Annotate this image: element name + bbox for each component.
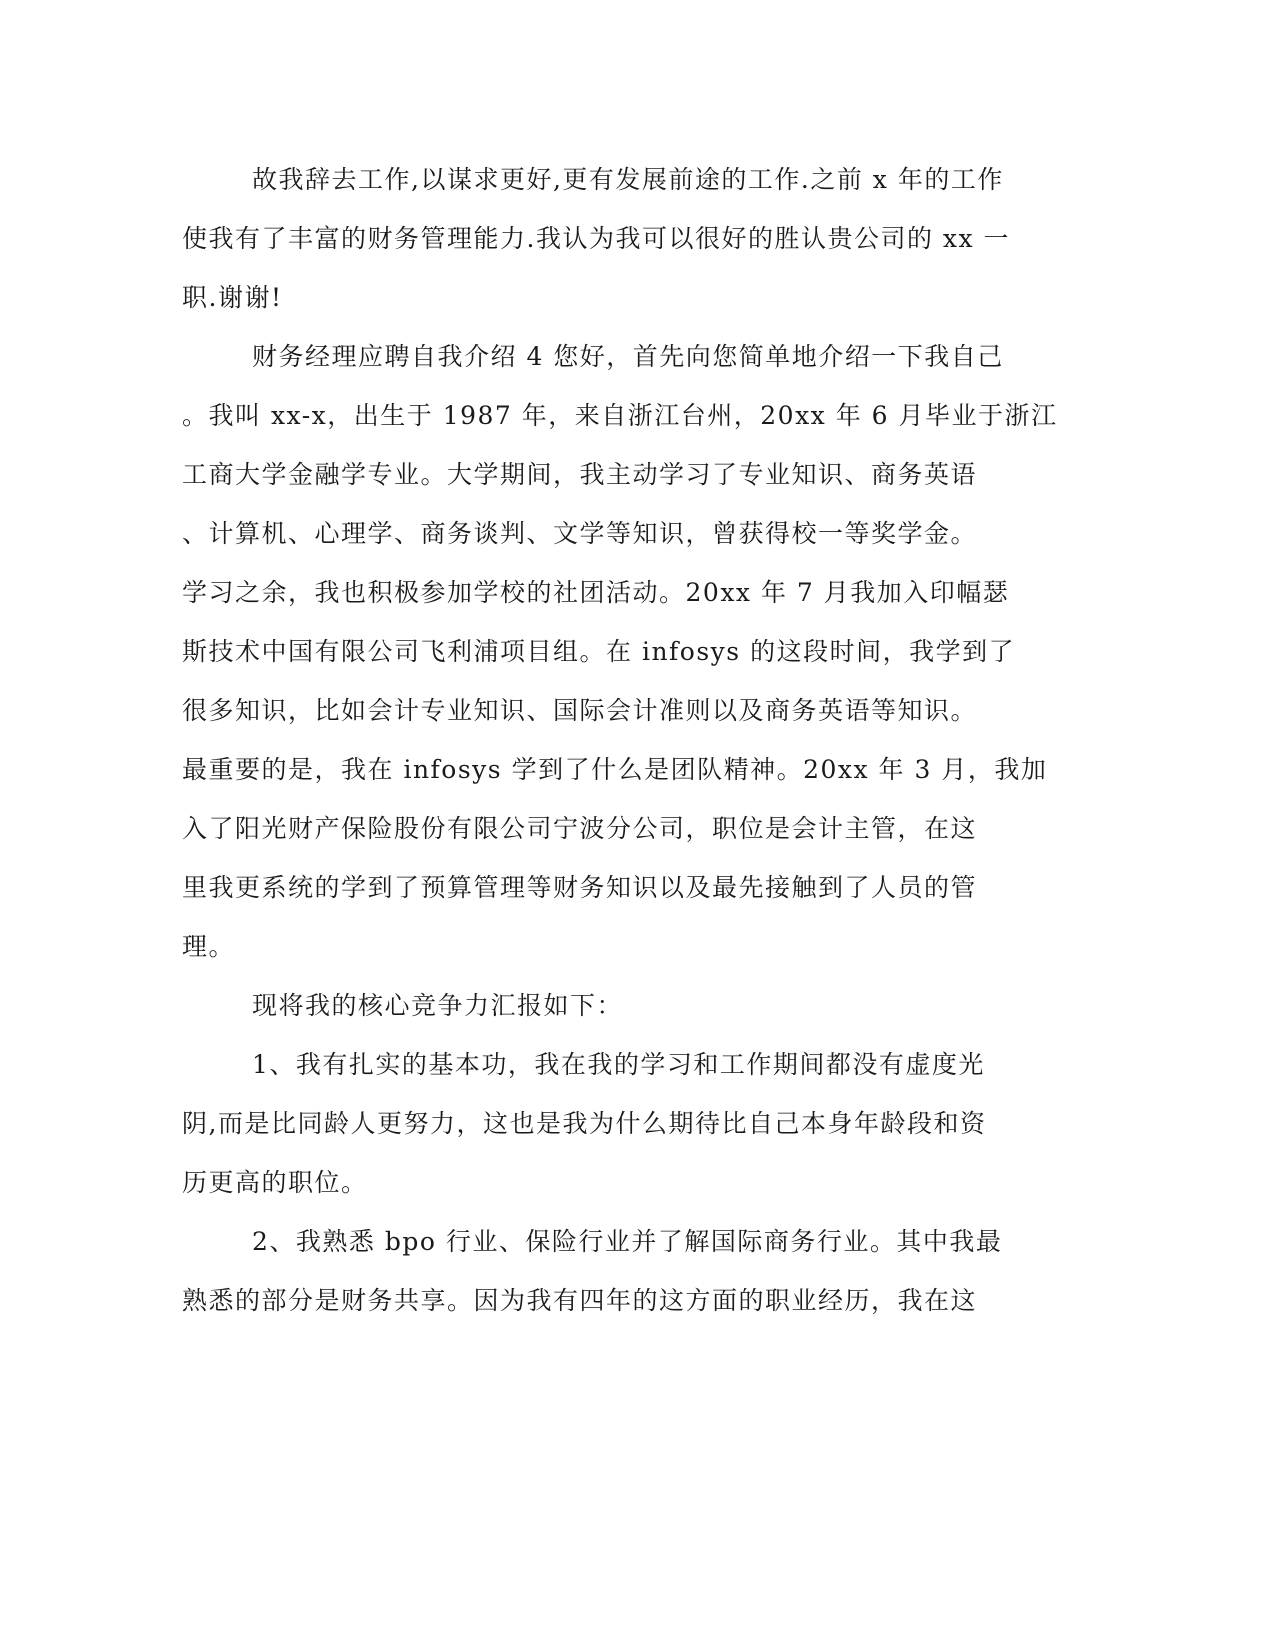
text-line: 故我辞去工作,以谋求更好,更有发展前途的工作.之前 x 年的工作: [252, 165, 1004, 194]
text-line: 、计算机、心理学、商务谈判、文学等知识，曾获得校一等奖学金。: [182, 519, 978, 548]
text-line: 职.谢谢!: [182, 283, 283, 312]
text-line: 历更高的职位。: [182, 1168, 368, 1197]
text-line: 使我有了丰富的财务管理能力.我认为我可以很好的胜认贵公司的 xx 一: [182, 224, 1011, 253]
text-line: 2、我熟悉 bpo 行业、保险行业并了解国际商务行业。其中我最: [252, 1227, 1003, 1256]
text-line: 1、我有扎实的基本功，我在我的学习和工作期间都没有虚度光: [252, 1050, 985, 1079]
text-line: 很多知识，比如会计专业知识、国际会计准则以及商务英语等知识。: [182, 696, 978, 725]
text-line: 熟悉的部分是财务共享。因为我有四年的这方面的职业经历，我在这: [182, 1286, 978, 1315]
text-line: 最重要的是，我在 infosys 学到了什么是团队精神。20xx 年 3 月，我加: [182, 755, 1048, 784]
text-line: 斯技术中国有限公司飞利浦项目组。在 infosys 的这段时间，我学到了: [182, 637, 1016, 666]
text-line: 里我更系统的学到了预算管理等财务知识以及最先接触到了人员的管: [182, 873, 978, 902]
text-line: 学习之余，我也积极参加学校的社团活动。20xx 年 7 月我加入印幅瑟: [182, 578, 1010, 607]
text-line: 财务经理应聘自我介绍 4 您好，首先向您简单地介绍一下我自己: [252, 342, 1004, 371]
text-line: 工商大学金融学专业。大学期间，我主动学习了专业知识、商务英语: [182, 460, 978, 489]
text-line: 现将我的核心竞争力汇报如下：: [252, 991, 624, 1020]
text-line: 理。: [182, 932, 236, 961]
text-line: 入了阳光财产保险股份有限公司宁波分公司，职位是会计主管，在这: [182, 814, 978, 843]
text-line: 阴,而是比同龄人更努力，这也是我为什么期待比自己本身年龄段和资: [182, 1109, 987, 1138]
text-line: 。我叫 xx-x，出生于 1987 年，来自浙江台州，20xx 年 6 月毕业于浙江: [182, 401, 1058, 430]
